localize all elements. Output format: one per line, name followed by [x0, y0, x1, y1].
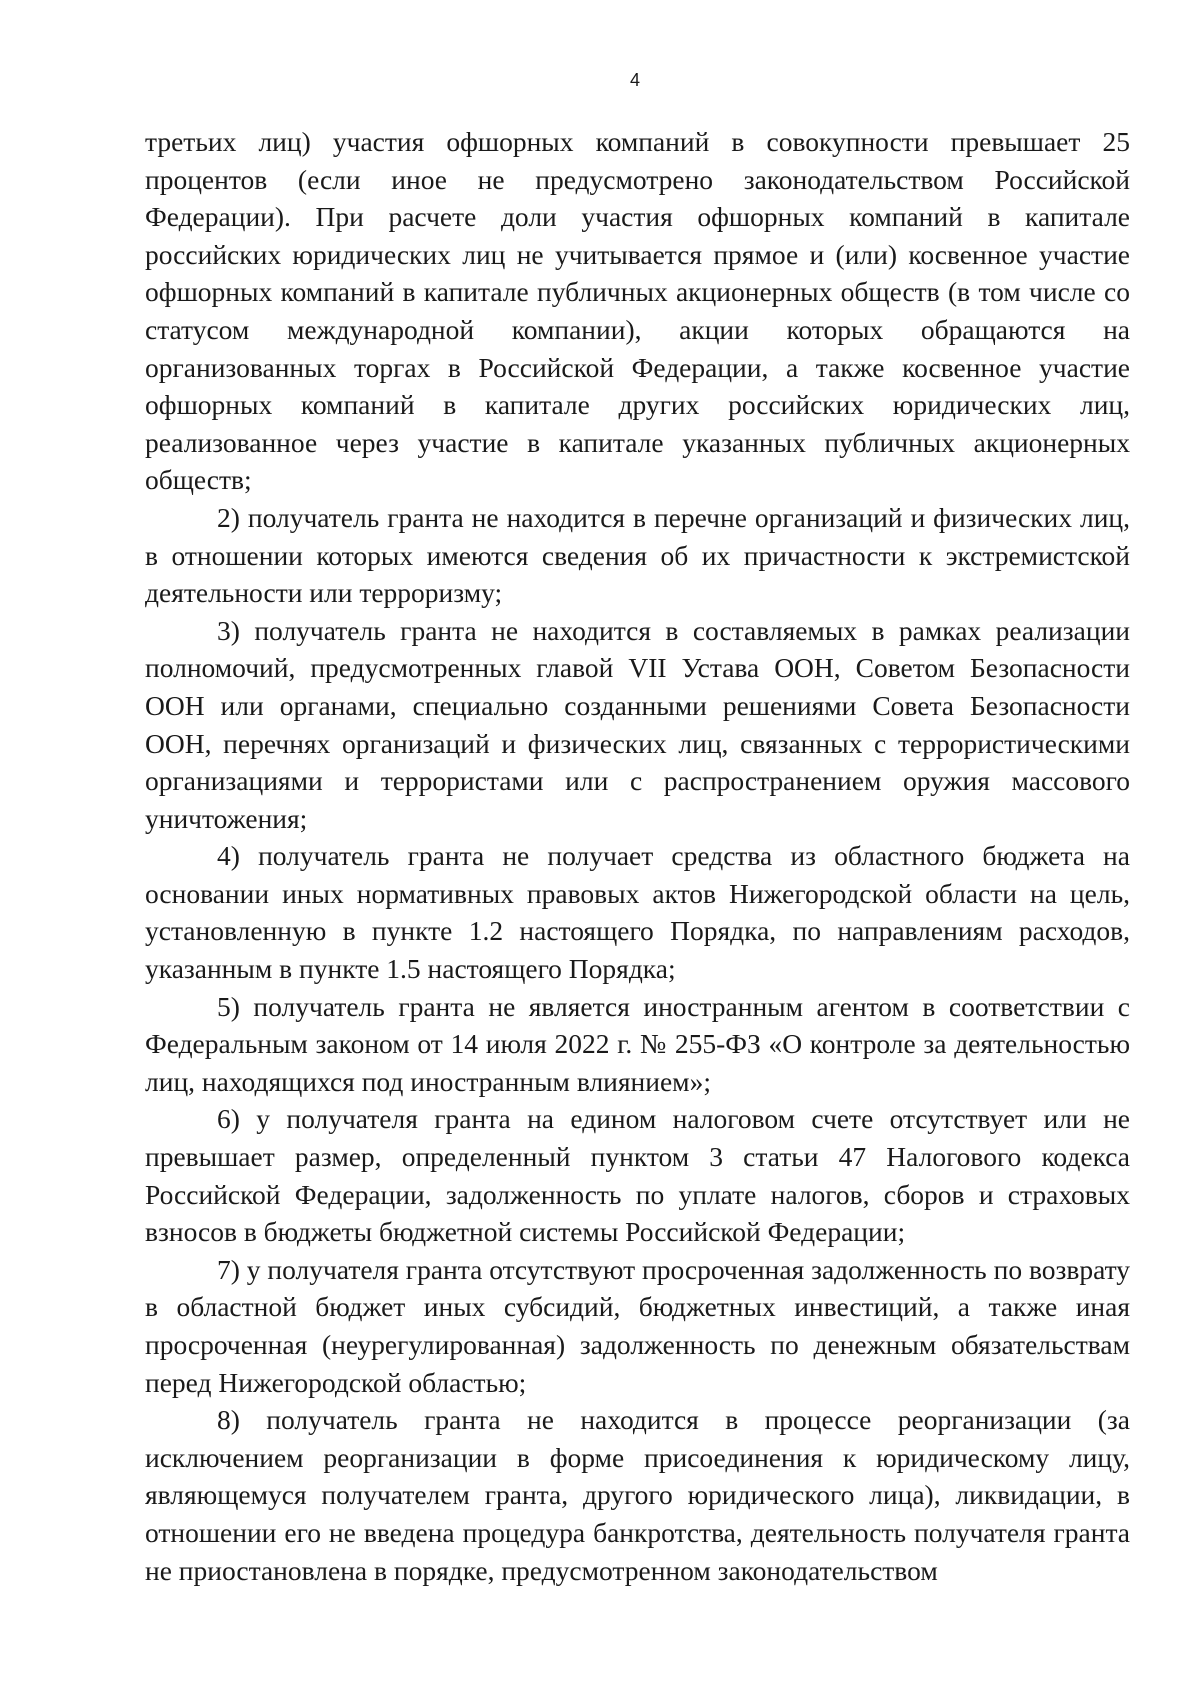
- paragraph-item-8: 8) получатель гранта не находится в процессе реорганизации (за исключением реорганизации в форме присоединения к юридическому лицу, являющемуся получателем гранта, другого юридического лица), ликвидации, в отношении его не введена процедура банкротства, деятельность получателя гранта не приостановлена в порядке, предусмотренном законодательством: [145, 1404, 1130, 1586]
- document-body: [145, 123, 1130, 1589]
- paragraph-item-5: 5) получатель гранта не является иностранным агентом в соответствии с Федеральным законом от 14 июля 2022 г. № 255-ФЗ «О контроле за деятельностью лиц, находящихся под иностранным влиянием»;: [145, 990, 1130, 1097]
- paragraph-item-4: 4) получатель гранта не получает средства из областного бюджета на основании иных нормативных правовых актов Нижегородской области на цель, установленную в пункте 1.2 настоящего Порядка, по направлениям расходов, указанным в пункте 1.5 настоящего Порядка;: [145, 840, 1130, 985]
- page-number: 4: [629, 70, 640, 90]
- paragraph-item-3: 3) получатель гранта не находится в составляемых в рамках реализации полномочий, предусмотренных главой VII Устава ООН, Советом Безопасности ООН или органами, специально созданными решениями Совета Безопасности ООН, перечнях организаций и физических лиц, связанных с террористическими организациями и террористами или с распространением оружия массового уничтожения;: [145, 614, 1130, 834]
- paragraph-item-7: 7) у получателя гранта отсутствуют просроченная задолженность по возврату в областной бюджет иных субсидий, бюджетных инвестиций, а также иная просроченная (неурегулированная) задолженность по денежным обязательствам перед Нижегородской областью;: [145, 1253, 1130, 1398]
- paragraph-item-2: 2) получатель гранта не находится в перечне организаций и физических лиц, в отношении которых имеются сведения об их причастности к экстремистской деятельности или терроризму;: [145, 501, 1130, 609]
- paragraph-offshore-continuation: третьих лиц) участия офшорных компаний в совокупности превышает 25 процентов (если иное не предусмотрено законодательством Российской Федерации). При расчете доли участия офшорных компаний в капитале российских юридических лиц не учитывается прямое и (или) косвенное участие офшорных компаний в капитале публичных акционерных обществ (в том числе со статусом международной компании), акции которых обращаются на организованных торгах в Российской Федерации, а также косвенное участие офшорных компаний в капитале других российских юридических лиц, реализованное через участие в капитале указанных публичных акционерных обществ;: [145, 126, 1130, 496]
- paragraph-item-6: 6) у получателя гранта на едином налоговом счете отсутствует или не превышает размер, определенный пунктом 3 статьи 47 Налогового кодекса Российской Федерации, задолженность по уплате налогов, сборов и страховых взносов в бюджеты бюджетной системы Российской Федерации;: [145, 1103, 1130, 1248]
